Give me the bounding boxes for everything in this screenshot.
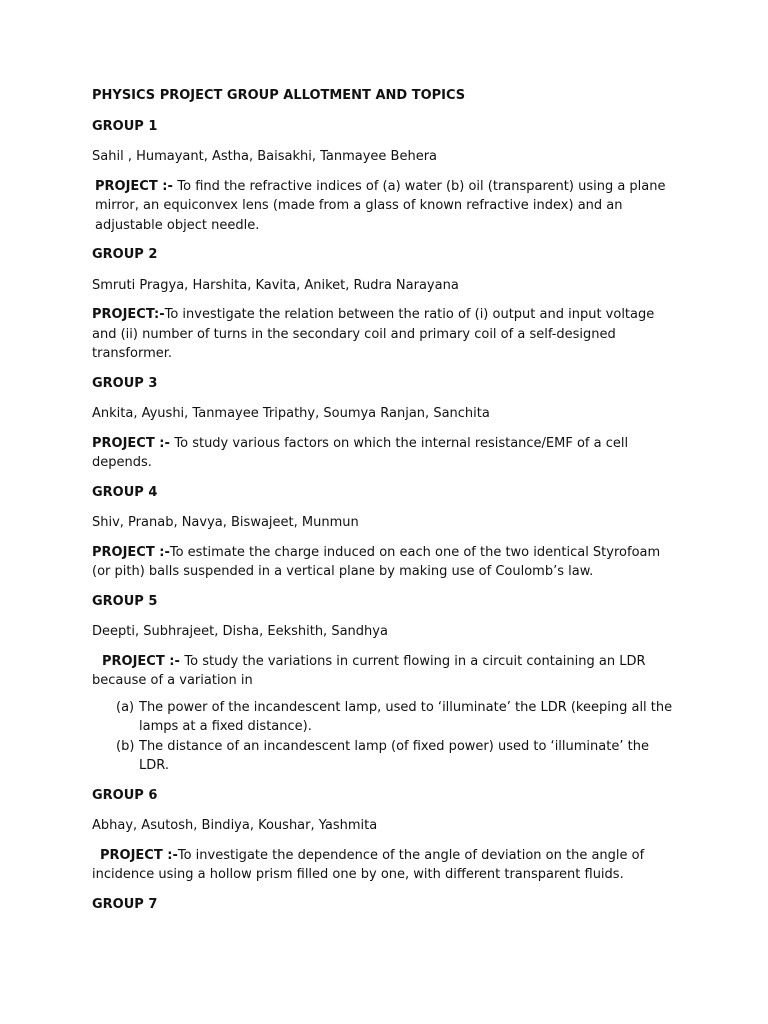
group-4-project <box>92 543 682 582</box>
group-5-sub-list <box>92 698 682 776</box>
group-3-project <box>92 434 682 473</box>
group-3-heading: GROUP 3 <box>92 375 158 391</box>
list-item-marker: (a) <box>116 699 135 715</box>
group-5-project <box>92 652 682 691</box>
group-3-project-text: To study various factors on which the internal resistance/EMF of a cell depends. <box>92 435 629 470</box>
group-7-heading: GROUP 7 <box>92 896 158 912</box>
group-1-project-label: PROJECT :- <box>95 178 178 194</box>
document-page <box>92 86 682 925</box>
group-4-project-text: To estimate the charge induced on each one of the two identical Styrofoam (or pith) balls suspended in a vertical plane by making use of Coulomb’s law. <box>92 544 661 579</box>
group-5-project-text: To study the variations in current flowing in a circuit containing an LDR because of a variation in <box>92 653 646 688</box>
group-3-members: Ankita, Ayushi, Tanmayee Tripathy, Soumya Ranjan, Sanchita <box>92 406 490 421</box>
group-6-project-label: PROJECT :- <box>100 847 178 863</box>
group-3-project-label: PROJECT :- <box>92 435 175 451</box>
group-5-heading: GROUP 5 <box>92 593 158 609</box>
group-6-project-text: To investigate the dependence of the angle of deviation on the angle of incidence using a hollow prism filled one by one, with different transparent fluids. <box>92 847 645 882</box>
group-1-members: Sahil , Humayant, Astha, Baisakhi, Tanmayee Behera <box>92 149 438 164</box>
group-4-members: Shiv, Pranab, Navya, Biswajeet, Munmun <box>92 515 359 530</box>
group-6-members: Abhay, Asutosh, Bindiya, Koushar, Yashmita <box>92 818 378 833</box>
group-4-project-label: PROJECT :- <box>92 544 170 560</box>
group-2-heading: GROUP 2 <box>92 247 158 262</box>
group-5-members: Deepti, Subhrajeet, Disha, Eekshith, Sandhya <box>92 624 388 639</box>
group-4-heading: GROUP 4 <box>92 484 158 500</box>
group-6-heading: GROUP 6 <box>92 787 158 803</box>
list-item-text: The distance of an incandescent lamp (of fixed power) used to ‘illuminate’ the LDR. <box>139 738 649 773</box>
group-2-members: Smruti Pragya, Harshita, Kavita, Aniket, Rudra Narayana <box>92 277 459 293</box>
list-item-marker: (b) <box>116 738 135 754</box>
group-2-project <box>92 305 682 364</box>
document-title: PHYSICS PROJECT GROUP ALLOTMENT AND TOPICS <box>92 88 466 103</box>
group-1-project <box>92 177 682 236</box>
group-5-project-label: PROJECT :- <box>102 653 185 669</box>
group-6-project <box>92 846 682 885</box>
group-1-heading: GROUP 1 <box>92 118 158 134</box>
group-2-project-text: To investigate the relation between the ratio of (i) output and input voltage and (ii) number of turns in the secondary coil and primary coil of a self-designed transformer. <box>92 307 655 361</box>
list-item <box>116 737 682 776</box>
list-item <box>116 698 682 737</box>
group-1-project-text: To find the refractive indices of (a) water (b) oil (transparent) using a plane mirror, an equiconvex lens (made from a glass of known refractive index) and an adjustable object needle. <box>95 178 666 233</box>
list-item-text: The power of the incandescent lamp, used to ‘illuminate’ the LDR (keeping all the lamps at a fixed distance). <box>139 699 673 734</box>
group-2-project-label: PROJECT:- <box>92 307 165 322</box>
